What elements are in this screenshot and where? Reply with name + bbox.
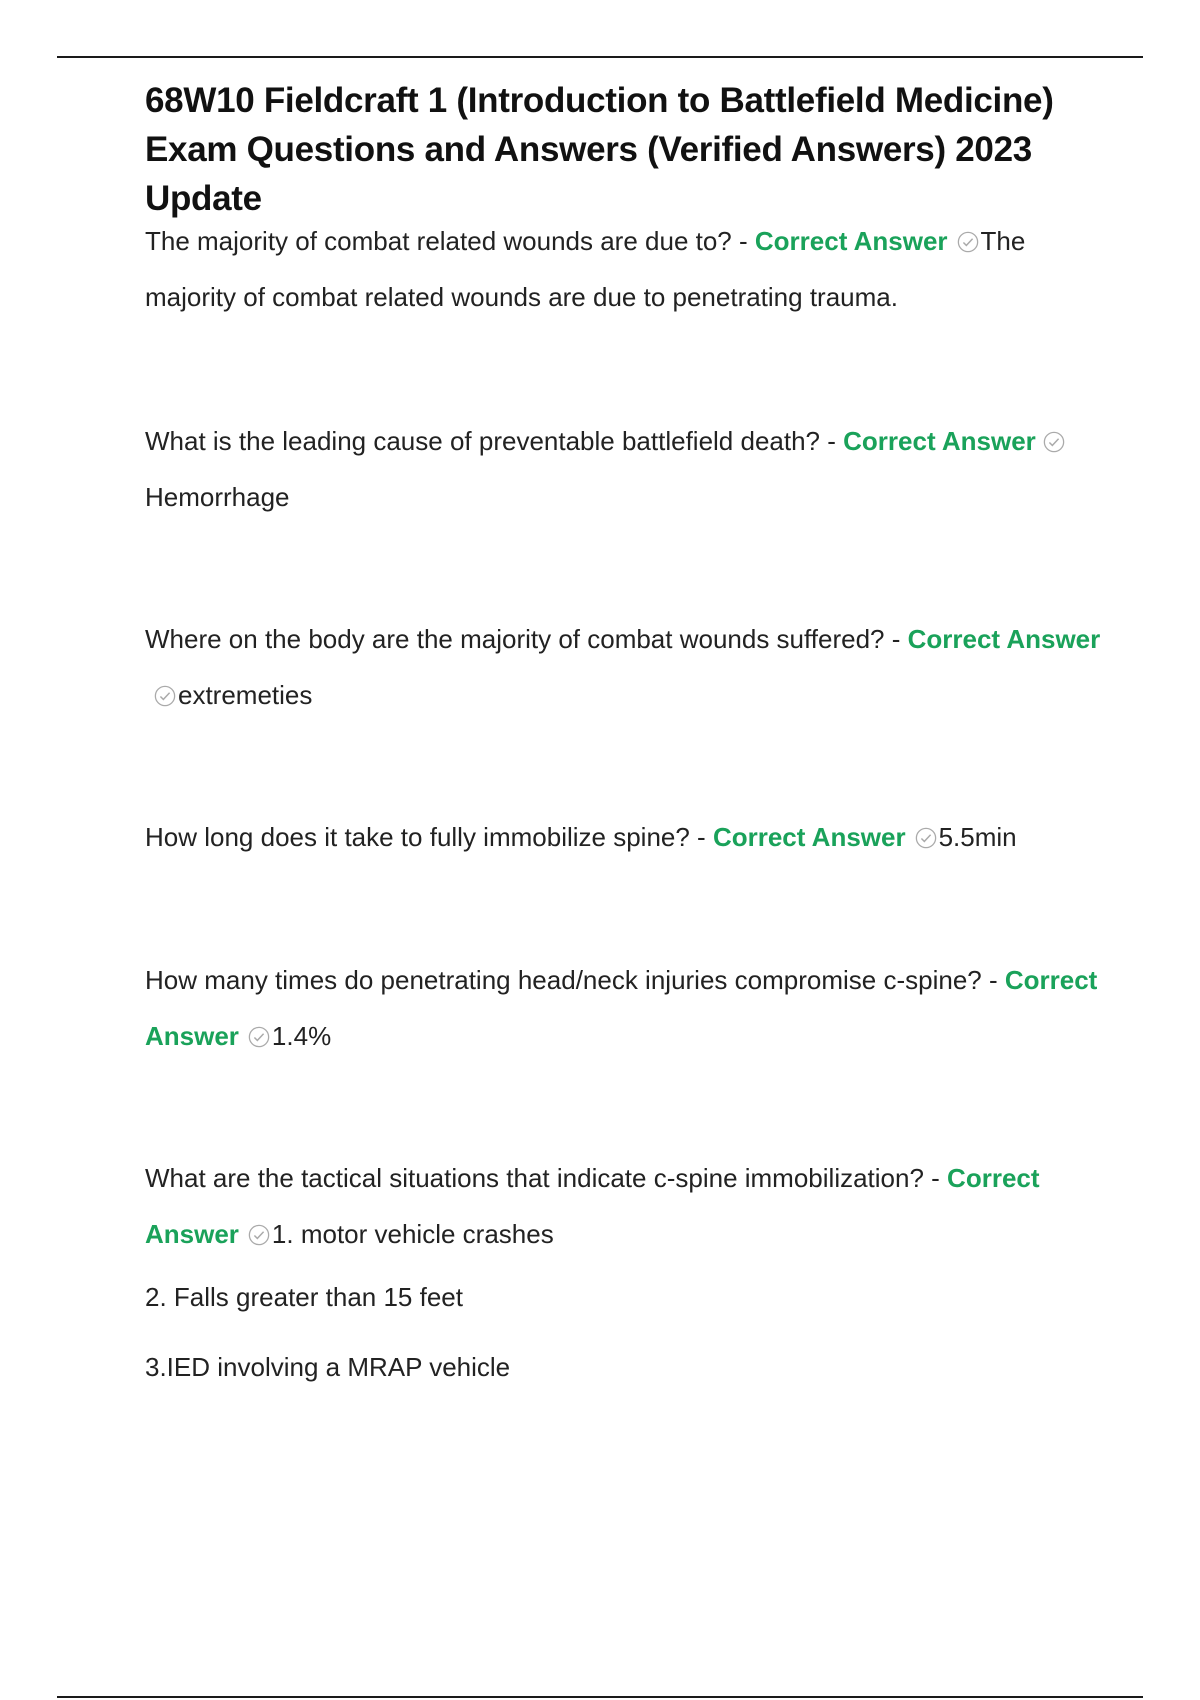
check-circle-icon: [915, 827, 937, 849]
check-circle-icon: [154, 685, 176, 707]
separator: -: [923, 1163, 948, 1193]
check-circle-icon: [1043, 431, 1065, 453]
answer-text: Hemorrhage: [145, 482, 290, 512]
qa-item-2: [145, 413, 1105, 525]
question-text: Where on the body are the majority of combat wounds suffered?: [145, 624, 885, 654]
answer-extra-line: 2. Falls greater than 15 feet: [145, 1282, 463, 1312]
correct-answer-label: Correct Answer: [907, 624, 1101, 654]
document-body: [145, 76, 1105, 1382]
check-circle-icon: [248, 1026, 270, 1048]
top-rule: [57, 56, 1143, 58]
separator: -: [981, 965, 1005, 995]
check-circle-icon: [248, 1224, 270, 1246]
qa-item-6: [145, 1150, 1105, 1402]
separator: -: [731, 226, 755, 256]
question-text: The majority of combat related wounds are due to?: [145, 226, 732, 256]
separator: -: [820, 426, 844, 456]
qa-item-3: [145, 611, 1105, 723]
document-title: 68W10 Fieldcraft 1 (Introduction to Battlefield Medicine) Exam Questions and Answers (Verified Answers) 2023 Update: [145, 81, 1054, 218]
qa-item-1: [145, 213, 1105, 325]
correct-answer-label: Correct Answer: [712, 822, 906, 852]
answer-text: 1. motor vehicle crashes: [271, 1219, 554, 1249]
correct-answer-label: Correct Answer: [843, 426, 1036, 456]
correct-answer-label: Correct Answer: [145, 965, 1098, 1051]
answer-text: extremeties: [178, 680, 313, 710]
separator: -: [884, 624, 908, 654]
bottom-rule: [57, 1696, 1143, 1698]
question-text: What is the leading cause of preventable battlefield death?: [145, 426, 821, 456]
question-text: What are the tactical situations that indicate c-spine immobilization?: [145, 1163, 924, 1193]
qa-item-5: [145, 952, 1105, 1064]
answer-extra-line: 3.IED involving a MRAP vehicle: [145, 1352, 511, 1382]
correct-answer-label: Correct Answer: [145, 1163, 1040, 1249]
answer-text: 5.5min: [938, 822, 1017, 852]
separator: -: [689, 822, 713, 852]
correct-answer-label: Correct Answer: [754, 226, 948, 256]
answer-text: 1.4%: [271, 1021, 332, 1051]
question-text: How many times do penetrating head/neck injuries compromise c-spine?: [145, 965, 982, 995]
check-circle-icon: [957, 231, 979, 253]
answer-text: The majority of combat related wounds are due to penetrating trauma.: [145, 226, 1026, 312]
qa-item-4: [145, 809, 1105, 865]
question-text: How long does it take to fully immobilize spine?: [145, 822, 690, 852]
